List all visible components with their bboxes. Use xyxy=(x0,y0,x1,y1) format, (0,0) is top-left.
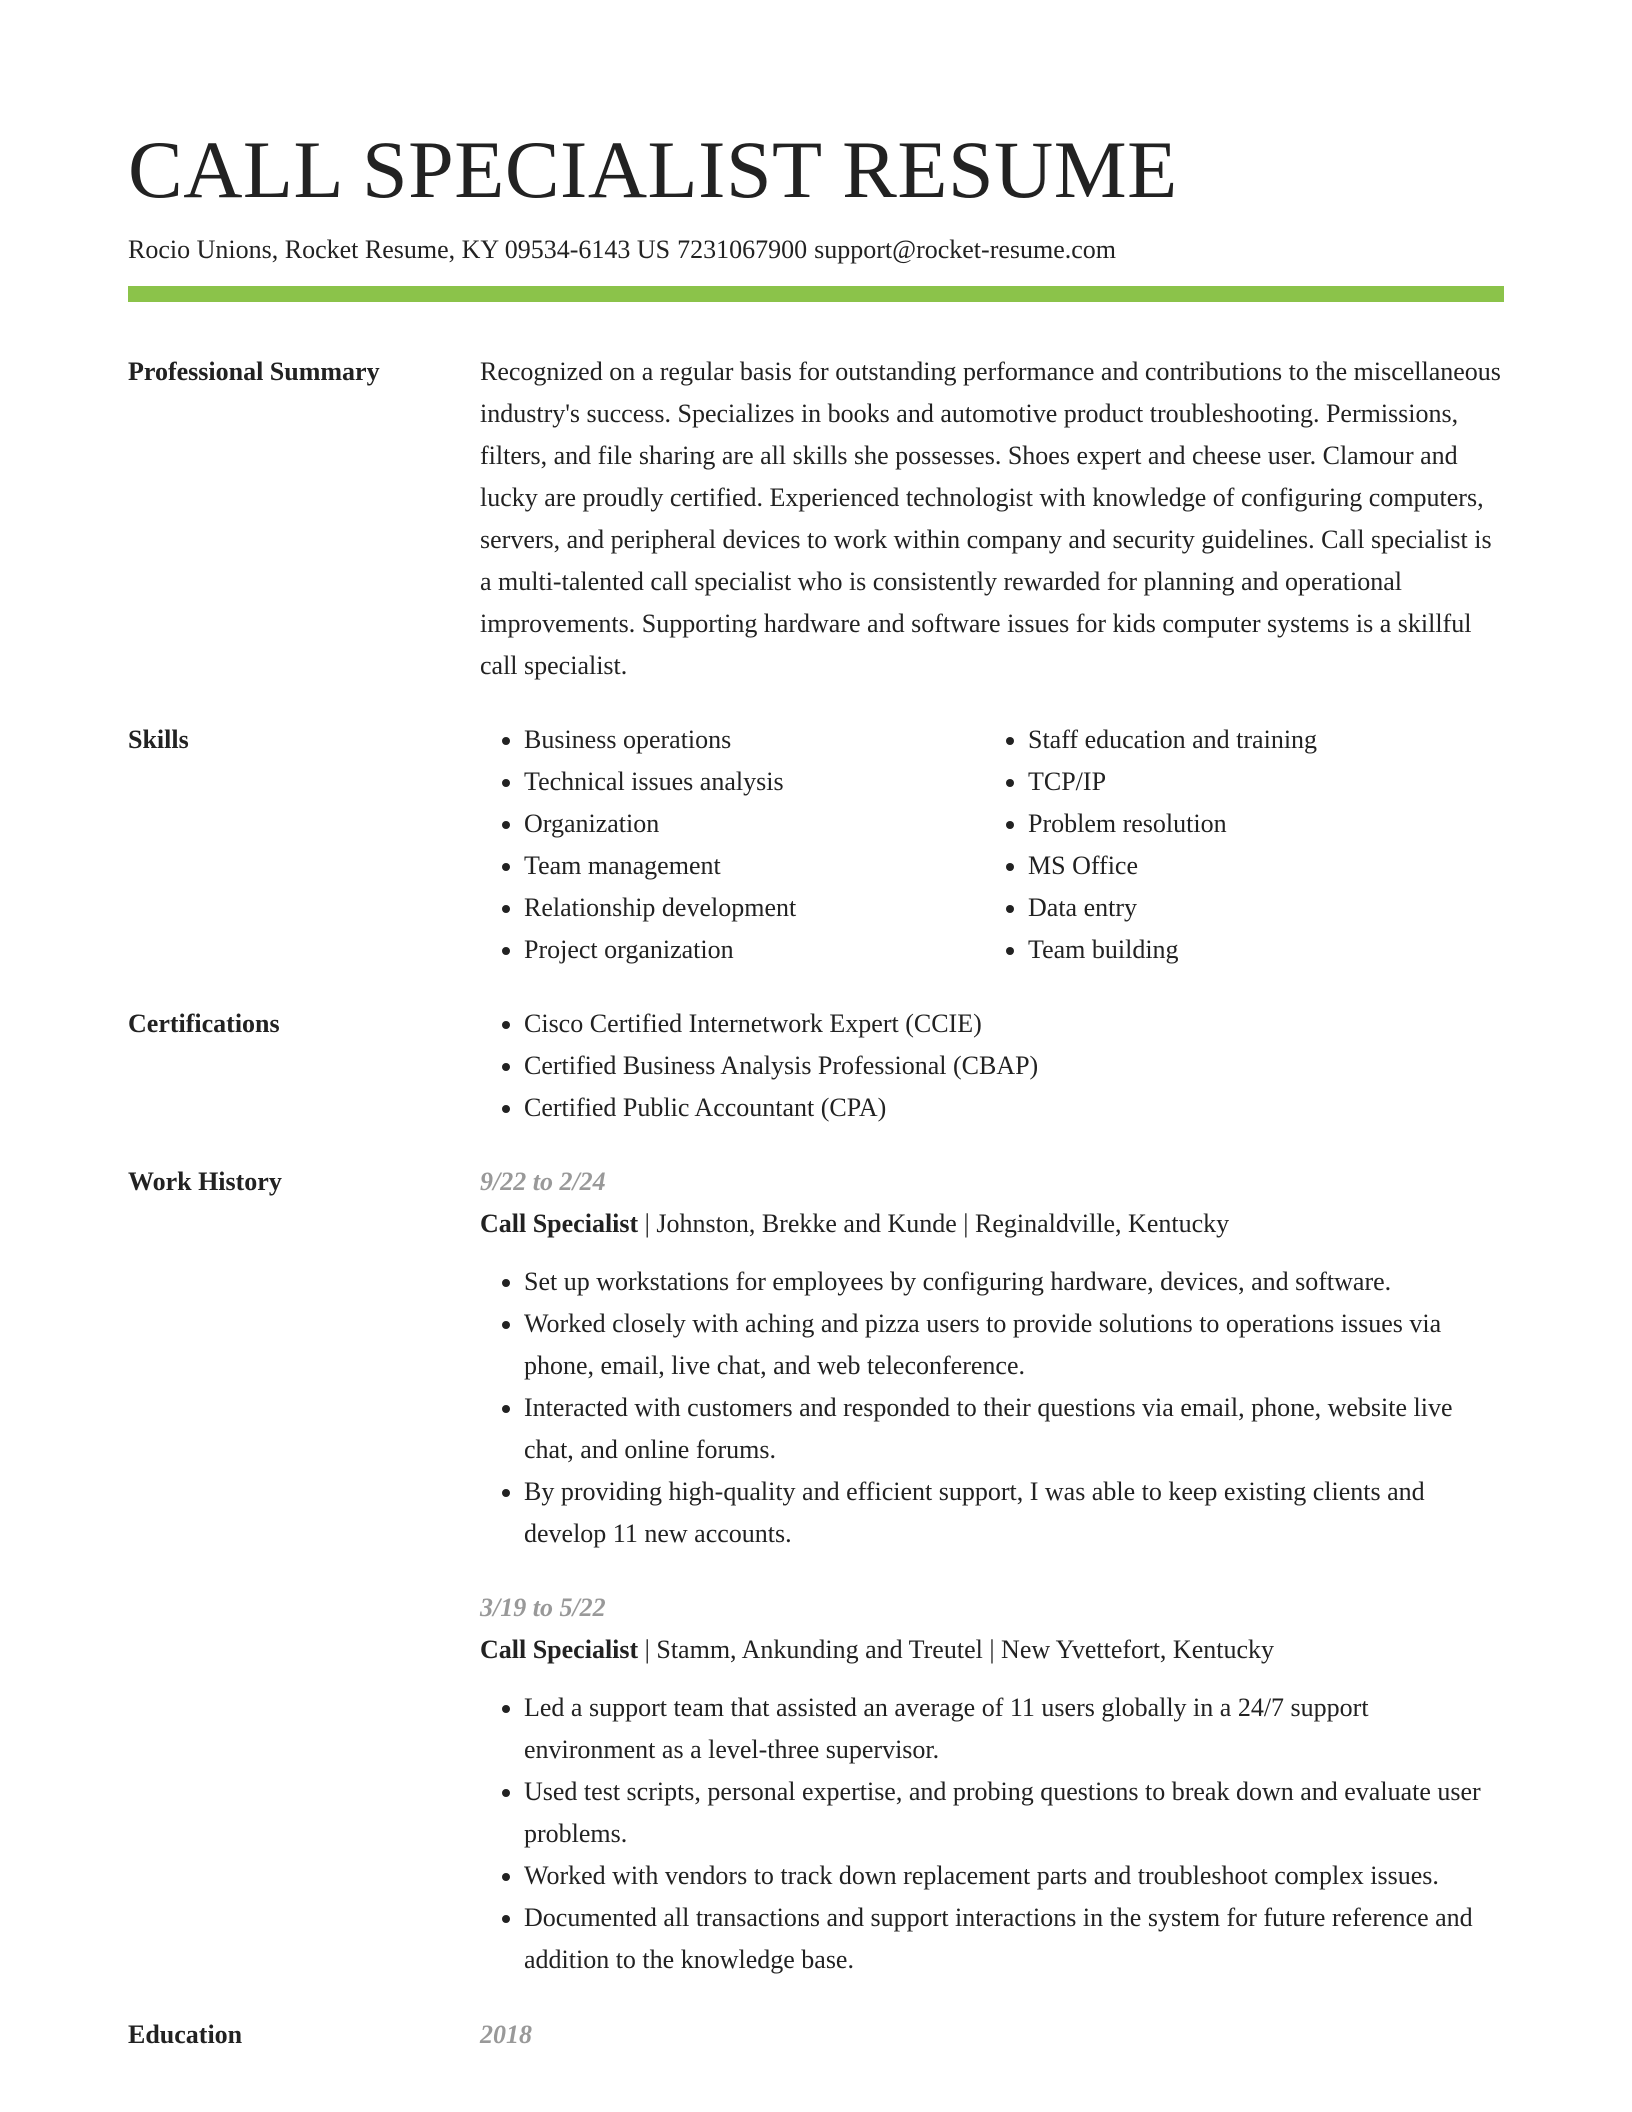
job-bullets xyxy=(480,1261,1504,1555)
education-section xyxy=(128,2014,1504,2056)
summary-section xyxy=(128,351,1504,687)
resume-page xyxy=(128,118,1504,2056)
education-body xyxy=(480,2014,1504,2056)
section-heading: Work History xyxy=(128,1167,282,1196)
contact-phone: 7231067900 xyxy=(677,235,808,264)
skills-list-right xyxy=(984,719,1488,971)
job-bullets xyxy=(480,1687,1504,1981)
job-title: Call Specialist xyxy=(480,1209,639,1238)
job-bullet: • Used test scripts, personal expertise, and probing questions to break down and evaluate user problems. xyxy=(524,1771,1504,1855)
summary-body xyxy=(480,351,1504,687)
job-bullet: • Interacted with customers and responded to their questions via email, phone, website live chat, and online forums. xyxy=(524,1387,1504,1471)
work-history-body xyxy=(480,1161,1504,1981)
job-bullet: • Documented all transactions and support interactions in the system for future reference and addition to the knowledge base. xyxy=(524,1897,1504,1981)
education-dates: 2018 xyxy=(480,2020,532,2049)
skills-section xyxy=(128,719,1504,971)
job-bullet: • Set up workstations for employees by configuring hardware, devices, and software. xyxy=(524,1261,1504,1303)
resume-title: CALL SPECIALIST RESUME xyxy=(128,124,1178,215)
certification-item: • Certified Public Accountant (CPA) xyxy=(524,1087,1504,1129)
certification-item: • Certified Business Analysis Professional (CBAP) xyxy=(524,1045,1504,1087)
summary-text: Recognized on a regular basis for outstanding performance and contributions to the miscellaneous industry's success. Specializes in books and automotive product troubleshooting. Permissions, filters, and file sharing are all skills she possesses. Shoes expert and cheese user. Clamour and lucky are proudly certified. Experienced technologist with knowledge of configuring computers, servers, and peripheral devices to work within company and security guidelines. Call specialist is a multi-talented call specialist who is consistently rewarded for planning and operational improvements. Supporting hardware and software issues for kids computer systems is a skillful call specialist. xyxy=(480,357,1501,680)
contact-email: support@rocket-resume.com xyxy=(814,235,1117,264)
header-divider xyxy=(128,286,1504,302)
section-heading: Skills xyxy=(128,725,189,754)
job-dates: 3/19 to 5/22 xyxy=(480,1593,606,1622)
certifications-section xyxy=(128,1003,1504,1129)
job-bullet: • Worked closely with aching and pizza users to provide solutions to operations issues via phone, email, live chat, and web teleconference. xyxy=(524,1303,1504,1387)
skill-item: • MS Office xyxy=(1028,845,1488,887)
job-company-location: | Stamm, Ankunding and Treutel | New Yvettefort, Kentucky xyxy=(638,1635,1274,1664)
skill-item: • Staff education and training xyxy=(1028,719,1488,761)
section-heading: Professional Summary xyxy=(128,357,380,386)
section-heading: Certifications xyxy=(128,1009,280,1038)
skills-grid xyxy=(480,719,1504,971)
skill-item: • Organization xyxy=(524,803,984,845)
job-title-line xyxy=(480,1203,1504,1245)
section-heading: Education xyxy=(128,2020,243,2049)
job-bullet: • Led a support team that assisted an average of 11 users globally in a 24/7 support environment as a level-three supervisor. xyxy=(524,1687,1504,1771)
skill-item: • Team management xyxy=(524,845,984,887)
job-dates: 9/22 to 2/24 xyxy=(480,1167,606,1196)
job-bullet: • By providing high-quality and efficient support, I was able to keep existing clients and develop 11 new accounts. xyxy=(524,1471,1504,1555)
certifications-body xyxy=(480,1003,1504,1129)
skill-item: • Data entry xyxy=(1028,887,1488,929)
job-entry xyxy=(480,1587,1504,1981)
skill-item: • Team building xyxy=(1028,929,1488,971)
skill-item: • Project organization xyxy=(524,929,984,971)
contact-line xyxy=(128,232,1504,268)
job-company-location: | Johnston, Brekke and Kunde | Reginaldville, Kentucky xyxy=(638,1209,1230,1238)
work-history-section xyxy=(128,1161,1504,1981)
job-title-line xyxy=(480,1629,1504,1671)
certifications-list xyxy=(480,1003,1504,1129)
contact-address: Rocio Unions, Rocket Resume, KY 09534-6143 US xyxy=(128,235,671,264)
job-entry xyxy=(480,1161,1504,1555)
skill-item: • Technical issues analysis xyxy=(524,761,984,803)
skill-item: • Problem resolution xyxy=(1028,803,1488,845)
skill-item: • TCP/IP xyxy=(1028,761,1488,803)
certification-item: • Cisco Certified Internetwork Expert (CCIE) xyxy=(524,1003,1504,1045)
skills-list-left xyxy=(480,719,984,971)
skill-item: • Relationship development xyxy=(524,887,984,929)
job-title: Call Specialist xyxy=(480,1635,639,1664)
job-bullet: • Worked with vendors to track down replacement parts and troubleshoot complex issues. xyxy=(524,1855,1504,1897)
skill-item: • Business operations xyxy=(524,719,984,761)
